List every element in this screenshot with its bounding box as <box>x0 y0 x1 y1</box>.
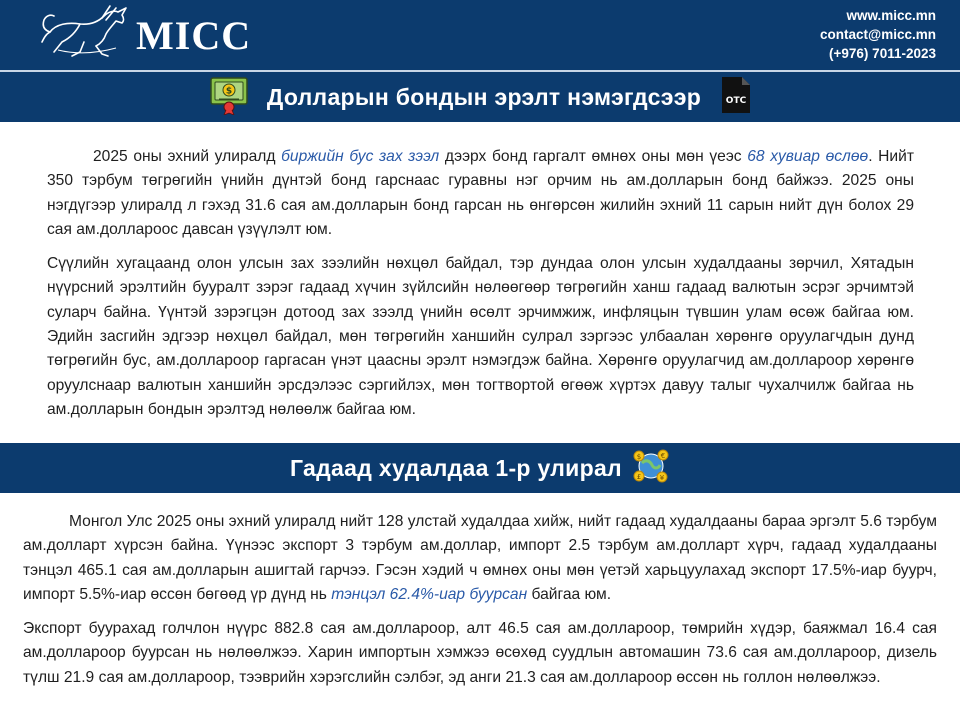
phone-number: (+976) 7011-2023 <box>829 46 936 61</box>
svg-text:€: € <box>660 451 666 460</box>
growth-percent-highlight: 68 хувиар өслөө <box>747 148 869 165</box>
otc-file-icon <box>721 76 751 119</box>
balance-decline-highlight: тэнцэл 62.4%-иар буурсан <box>331 585 528 603</box>
section-title-band <box>0 443 960 493</box>
section-title: Долларын бондын эрэлт нэмэгдсээр <box>266 83 702 110</box>
section1-body <box>47 145 914 432</box>
contact-info <box>820 6 936 63</box>
section1-paragraph-1: 2025 оны эхний улиралд биржийн бус зах зээл дээрх бонд гаргалт өмнөх оны мөн үеэс 68 хувиар өслөө. Нийт 350 тэрбум төгрөгийн үнийн дүнтэй бонд гарснаас гуравны нэг орчим нь ам.долларын бонд байжээ. 2025 оны нэгдүгээр улиралд л гэхэд 31.6 сая ам.долларын бонд гарсан нь өнгөрсөн жилийн эхний 11 сарын нийт дүн болох 29 сая ам.доллароос давсан үзүүлэлт юм. <box>47 148 914 238</box>
svg-text:£: £ <box>636 472 642 481</box>
svg-text:¥: ¥ <box>659 473 665 482</box>
section2-paragraph-2: Экспорт буурахад голчлон нүүрс 882.8 сая ам.доллароор, алт 46.5 сая ам.доллароор, төмрийн хүдэр, баяжмал 16.4 сая ам.доллароор буурсан нь нөлөөлжээ. Харин импортын хэмжээ өсөхөд суудлын автомашин 73.6 сая ам.доллароор, дизель түлш 21.9 сая ам.доллароор, тээврийн хэрэгслийн сэлбэг, эд анги 21.3 сая ам.доллароор өссөн нь голлон нөлөөлжээ. <box>23 620 937 686</box>
horse-logo-icon <box>40 2 132 65</box>
dollar-bond-certificate-icon <box>209 75 249 120</box>
svg-text:$: $ <box>225 86 233 96</box>
svg-text:$: $ <box>636 452 642 461</box>
website-link[interactable]: www.micc.mn <box>846 8 936 23</box>
section2-body <box>23 510 937 700</box>
logo-text: MICC <box>136 12 252 58</box>
section-title-band <box>0 72 960 122</box>
otc-file-label: OTC <box>725 95 747 106</box>
global-trade-coins-icon <box>632 447 670 490</box>
micc-logo[interactable] <box>40 2 251 64</box>
section-title: Гадаад худалдаа 1-р улирал <box>290 454 622 481</box>
header-bar <box>0 0 960 70</box>
section2-paragraph-1: Монгол Улс 2025 оны эхний улиралд нийт 128 улстай худалдаа хийж, нийт гадаад худалдааны бараа эргэлт 5.6 тэрбум ам.долларт хүрсэн байна. Үүнээс экспорт 3 тэрбум ам.доллар, импорт 2.5 тэрбум ам.долларт хүрч, гадаад худалдааны тэнцэл 465.1 сая ам.долларын ашигтай гарчээ. Гэсэн хэдий ч өмнөх оны мөн үетэй харьцуулахад экспорт 17.5%-иар буурч, импорт 5.5%-иар өссөн бөгөөд үр дүнд нь тэнцэл 62.4%-иар буурсан байгаа юм. <box>23 513 937 603</box>
section1-paragraph-2: Сүүлийн хугацаанд олон улсын зах зээлийн нөхцөл байдал, тэр дундаа олон улсын худалдааны зөрчил, Хятадын нүүрсний эрэлтийн буурaлт зэрэг гадаад хүчин зүйлсийн нөлөөгөөр төгрөгийн ханш гадаад валютын эсрэг эрчимтэй суларч байна. Үүнтэй зэрэгцэн дотоод зах зээлд үнийн өсөлт эрчимжиж, инфляцын түвшин улам өсөж байгаа юм. Эдийн засгийн эдгээр нөхцөл байдал, мөн төгрөгийн ханшийн сулрал зэргээс улбаалан хөрөнгө оруулагчдын дунд төгрөгийн бус, ам.доллароор гаргасан үнэт цаасны эрэлт нэмэгдэж байна. Хөрөнгө оруулагчид ам.доллароор хөрөнгө оруулснаар валютын ханшийн эрсдэлээс сэргийлэх, мөн тогтвортой өгөөж хүртэх давуу талыг чухалчилж байгаа нь ам.долларын бондын эрэлтэд нөлөөлж байгаа юм. <box>47 255 914 418</box>
otc-market-highlight: биржийн бус зах зээл <box>281 148 440 165</box>
email-link[interactable]: contact@micc.mn <box>820 27 936 42</box>
